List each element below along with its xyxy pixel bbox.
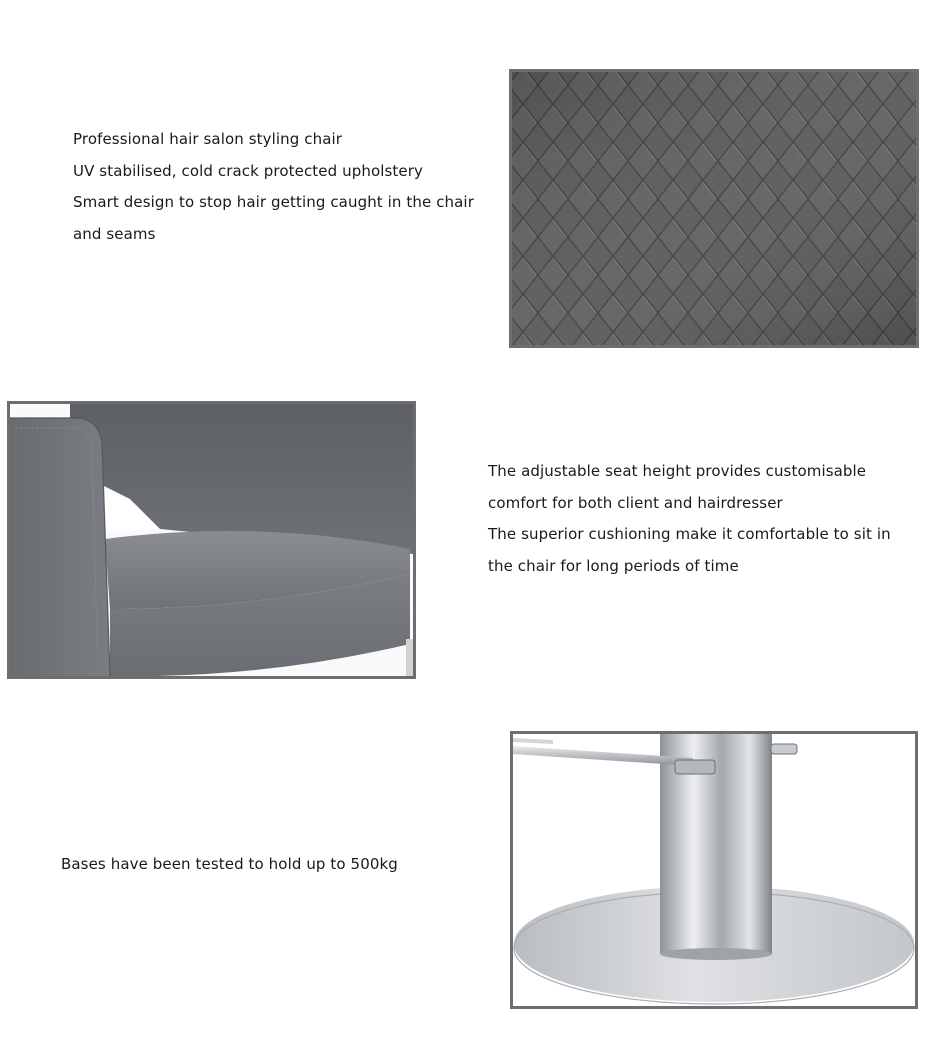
feature-line: comfort for both client and hairdresser	[488, 493, 783, 512]
feature-line: UV stabilised, cold crack protected upholstery	[73, 161, 423, 180]
feature-line: The superior cushioning make it comfortable to sit in	[488, 525, 891, 543]
feature-line: the chair for long periods of time	[488, 556, 739, 575]
feature-text-base	[61, 849, 481, 881]
chair-seat-closeup-image	[7, 401, 416, 679]
feature-line: The adjustable seat height provides customisable	[488, 462, 867, 480]
feature-line: Professional hair salon styling chair	[73, 130, 343, 148]
feature-line: Bases have been tested to hold up to 500kg	[61, 855, 398, 873]
feature-line: and seams	[73, 224, 156, 243]
feature-text-upholstery	[73, 124, 493, 250]
feature-text-comfort	[488, 456, 908, 582]
feature-line: Smart design to stop hair getting caught in the chair	[73, 193, 474, 211]
quilted-upholstery-image	[509, 69, 919, 348]
chrome-base-image	[510, 731, 918, 1009]
